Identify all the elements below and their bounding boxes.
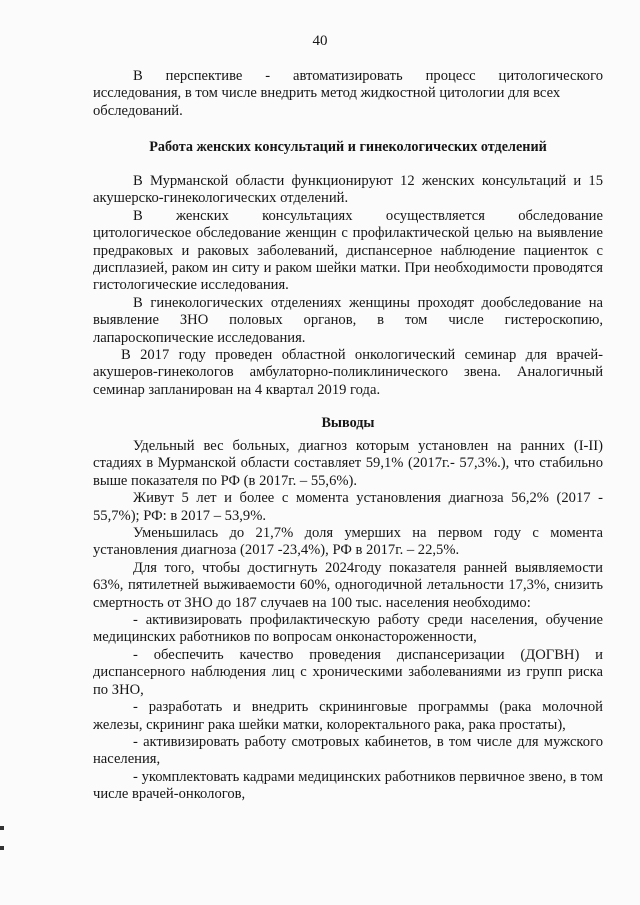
section-heading-consultations: Работа женских консультаций и гинекологических отделений [149,139,547,155]
scan-artifact [0,846,4,850]
paragraph: В гинекологических отделениях женщины проходят дообследование на выявление ЗНО половых органов, в том числе гистероскопию, лапароскопические исследования. [93,294,603,346]
list-item: - укомплектовать кадрами медицинских работников первичное звено, в том числе врачей-онкологов, [93,768,603,803]
section1-body [93,173,603,399]
list-item: - обеспечить качество проведения диспансеризации (ДОГВН) и диспансерного наблюдения лиц с хроническими заболеваниями из групп риска по ЗНО, [93,646,603,698]
paragraph: В Мурманской области функционируют 12 женских консультаций и 15 акушерско-гинекологических отделений. [93,173,603,207]
intro-rest: исследования, в том числе внедрить метод жидкостной цитологии для всех обследований. [93,85,561,119]
page-number: 40 [312,33,328,49]
paragraph: цитологическое обследование женщин с профилактической целью на выявление предраковых и раковых заболеваний, диспансерное наблюдение пациенток с дисплазией, раком ин ситу и раком шейки матки. При необходимости проводятся гистологические исследования. [93,225,603,294]
scan-artifact [0,826,4,830]
paragraph-line1: В женских консультациях осуществляется обследование [133,207,603,224]
list-item: - активизировать профилактическую работу среди населения, обучение медицинских работников по вопросам онконастороженности, [93,612,603,646]
intro-line1: В перспективе - автоматизировать процесс цитологического [133,68,604,84]
paragraph: Для того, чтобы достигнуть 2024году показателя ранней выявляемости 63%, пятилетней выживаемости 60%, одногодичной летальности 17,3%, снизить смертность от ЗНО до 187 случаев на 100 тыс. населения необходимо: [93,559,603,611]
section2-body [93,438,603,804]
intro-paragraph [93,68,603,120]
list-item: - активизировать работу смотровых кабинетов, в том числе для мужского населения, [93,733,603,768]
paragraph: В 2017 году проведен областной онкологический семинар для врачей-акушеров-гинекологов амбулаторно-поликлинического звена. Аналогичный семинар запланирован на 4 квартал 2019 года. [93,347,603,398]
paragraph: Уменьшилась до 21,7% доля умерших на первом году с момента установления диагноза (2017 -23,4%), РФ в 2017г. – 22,5%. [93,525,603,559]
paragraph: Живут 5 лет и более с момента установления диагноза 56,2% (2017 - 55,7%); РФ: в 2017 – 53,9%. [93,490,603,524]
list-item: - разработать и внедрить скрининговые программы (рака молочной железы, скрининг рака шейки матки, колоректального рака, рака простаты), [93,699,603,733]
section-heading-conclusions: Выводы [321,415,375,431]
paragraph: Удельный вес больных, диагноз которым установлен на ранних (I-II) стадиях в Мурманской области составляет 59,1% (2017г.- 57,3%.), что стабильно выше показателя по РФ (в 2017г. – 55,6%). [93,438,603,489]
